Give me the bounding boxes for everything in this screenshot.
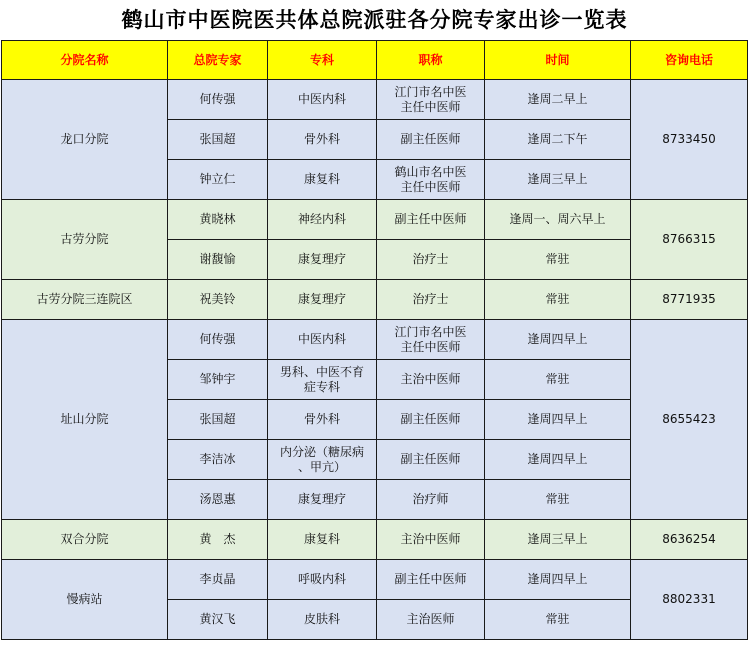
table-row: [2, 560, 748, 600]
phone-cell: 8733450: [631, 80, 748, 200]
title-cell: 治疗士: [377, 240, 485, 280]
specialty-cell: 呼吸内科: [268, 560, 377, 600]
table-row: [2, 80, 748, 120]
schedule-body: [2, 80, 748, 640]
expert-cell: 张国超: [168, 400, 268, 440]
header-time: 时间: [485, 41, 631, 80]
branch-name-cell: 古劳分院: [2, 200, 168, 280]
time-cell: 逢周四早上: [485, 400, 631, 440]
header-title: 职称: [377, 41, 485, 80]
expert-cell: 祝美铃: [168, 280, 268, 320]
title-cell: 治疗士: [377, 280, 485, 320]
expert-cell: 李贞晶: [168, 560, 268, 600]
time-cell: 常驻: [485, 240, 631, 280]
title-cell: 主治中医师: [377, 520, 485, 560]
schedule-table: [1, 40, 748, 640]
specialty-cell: 中医内科: [268, 80, 377, 120]
time-cell: 逢周二下午: [485, 120, 631, 160]
expert-cell: 李洁冰: [168, 440, 268, 480]
phone-cell: 8636254: [631, 520, 748, 560]
time-cell: 逢周四早上: [485, 440, 631, 480]
title-cell: 主治医师: [377, 600, 485, 640]
branch-name-cell: 址山分院: [2, 320, 168, 520]
time-cell: 常驻: [485, 280, 631, 320]
expert-cell: 汤恩惠: [168, 480, 268, 520]
title-cell: 主治中医师: [377, 360, 485, 400]
title-cell: 江门市名中医 主任中医师: [377, 320, 485, 360]
specialty-cell: 康复科: [268, 160, 377, 200]
header-specialty: 专科: [268, 41, 377, 80]
title-cell: 副主任医师: [377, 120, 485, 160]
specialty-cell: 神经内科: [268, 200, 377, 240]
title-cell: 治疗师: [377, 480, 485, 520]
title-cell: 副主任中医师: [377, 560, 485, 600]
expert-cell: 黄汉飞: [168, 600, 268, 640]
specialty-cell: 中医内科: [268, 320, 377, 360]
time-cell: 常驻: [485, 600, 631, 640]
title-cell: 副主任医师: [377, 440, 485, 480]
header-phone: 咨询电话: [631, 41, 748, 80]
specialty-cell: 康复理疗: [268, 240, 377, 280]
table-row: [2, 280, 748, 320]
expert-cell: 何传强: [168, 80, 268, 120]
title-cell: 江门市名中医 主任中医师: [377, 80, 485, 120]
title-cell: 鹤山市名中医 主任中医师: [377, 160, 485, 200]
time-cell: 逢周三早上: [485, 520, 631, 560]
expert-cell: 黄 杰: [168, 520, 268, 560]
expert-cell: 谢馥愉: [168, 240, 268, 280]
phone-cell: 8766315: [631, 200, 748, 280]
specialty-cell: 皮肤科: [268, 600, 377, 640]
time-cell: 常驻: [485, 360, 631, 400]
specialty-cell: 骨外科: [268, 400, 377, 440]
branch-name-cell: 慢病站: [2, 560, 168, 640]
expert-cell: 邹钟宇: [168, 360, 268, 400]
expert-cell: 何传强: [168, 320, 268, 360]
branch-name-cell: 龙口分院: [2, 80, 168, 200]
specialty-cell: 骨外科: [268, 120, 377, 160]
table-row: [2, 320, 748, 360]
expert-cell: 黄晓林: [168, 200, 268, 240]
title-cell: 副主任中医师: [377, 200, 485, 240]
expert-cell: 钟立仁: [168, 160, 268, 200]
expert-cell: 张国超: [168, 120, 268, 160]
phone-cell: 8771935: [631, 280, 748, 320]
header-branch: 分院名称: [2, 41, 168, 80]
header-row: [2, 41, 748, 80]
time-cell: 逢周四早上: [485, 320, 631, 360]
time-cell: 逢周二早上: [485, 80, 631, 120]
table-row: [2, 520, 748, 560]
time-cell: 逢周一、周六早上: [485, 200, 631, 240]
branch-name-cell: 双合分院: [2, 520, 168, 560]
time-cell: 逢周四早上: [485, 560, 631, 600]
specialty-cell: 康复理疗: [268, 480, 377, 520]
specialty-cell: 康复科: [268, 520, 377, 560]
branch-name-cell: 古劳分院三连院区: [2, 280, 168, 320]
header-expert: 总院专家: [168, 41, 268, 80]
title-cell: 副主任医师: [377, 400, 485, 440]
specialty-cell: 内分泌（糖尿病 、甲亢）: [268, 440, 377, 480]
specialty-cell: 男科、中医不育 症专科: [268, 360, 377, 400]
table-row: [2, 200, 748, 240]
specialty-cell: 康复理疗: [268, 280, 377, 320]
phone-cell: 8802331: [631, 560, 748, 640]
page-title: 鹤山市中医院医共体总院派驻各分院专家出诊一览表: [121, 8, 628, 32]
phone-cell: 8655423: [631, 320, 748, 520]
time-cell: 常驻: [485, 480, 631, 520]
time-cell: 逢周三早上: [485, 160, 631, 200]
